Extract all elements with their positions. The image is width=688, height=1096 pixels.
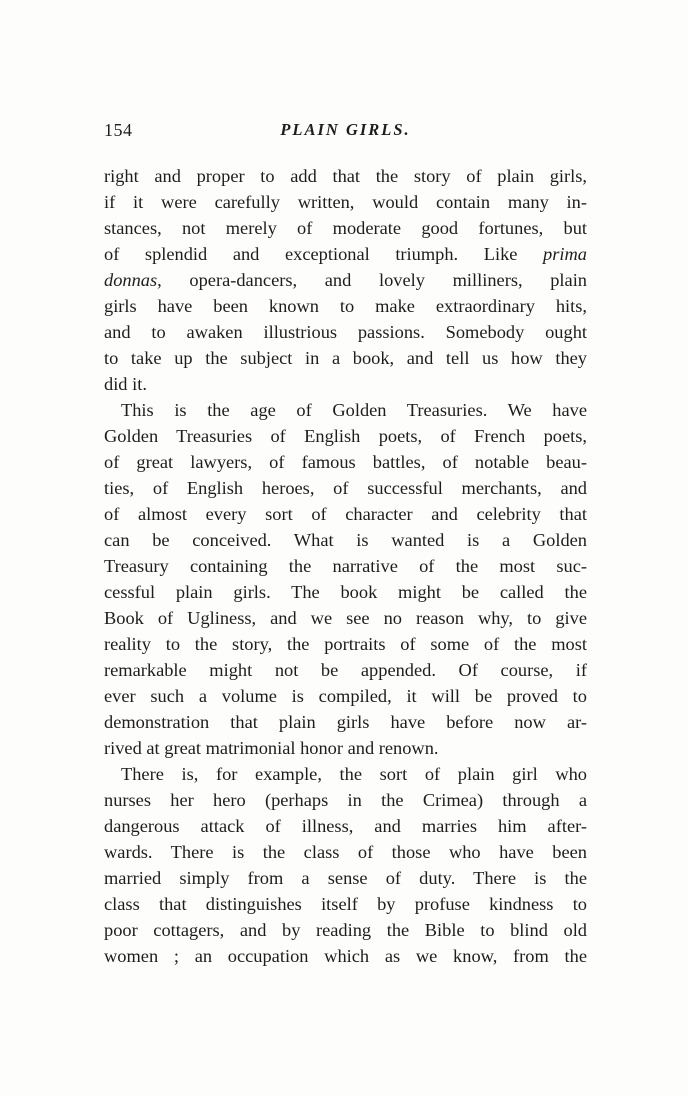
italic-text-segment: prima — [543, 244, 587, 264]
text-line — [104, 189, 587, 215]
text-line — [104, 215, 587, 241]
text-segment: poor cottagers, and by reading the Bible to blind old — [104, 920, 587, 940]
text-line — [104, 917, 587, 943]
text-line — [104, 891, 587, 917]
text-segment: rived at great matrimonial honor and renown. — [104, 738, 439, 758]
running-header-title: PLAIN GIRLS. — [280, 120, 411, 139]
text-segment: remarkable might not be appended. Of course, if — [104, 660, 587, 680]
page-header — [104, 118, 587, 142]
text-segment: wards. There is the class of those who have been — [104, 842, 587, 862]
text-segment: reality to the story, the portraits of some of the most — [104, 634, 587, 654]
text-line — [104, 267, 587, 293]
text-line — [104, 553, 587, 579]
text-segment: There is, for example, the sort of plain girl who — [121, 764, 587, 784]
text-line — [104, 605, 587, 631]
text-segment: right and proper to add that the story of plain girls, — [104, 166, 587, 186]
italic-text-segment: donnas, — [104, 270, 162, 290]
text-segment: of splendid and exceptional triumph. Like — [104, 244, 544, 264]
text-segment: ever such a volume is compiled, it will be proved to — [104, 686, 587, 706]
text-line — [104, 631, 587, 657]
text-line — [104, 579, 587, 605]
text-line — [104, 527, 587, 553]
text-line — [104, 397, 587, 423]
text-line — [104, 761, 587, 787]
text-line — [104, 501, 587, 527]
text-line — [104, 371, 587, 397]
text-segment: of great lawyers, of famous battles, of notable beau- — [104, 452, 587, 472]
text-line — [104, 709, 587, 735]
text-segment: to take up the subject in a book, and tell us how they — [104, 348, 587, 368]
text-line — [104, 241, 587, 267]
page-number: 154 — [104, 120, 133, 140]
text-segment: dangerous attack of illness, and marries him after- — [104, 816, 587, 836]
text-line — [104, 813, 587, 839]
text-line — [104, 839, 587, 865]
text-line — [104, 735, 587, 761]
paragraph — [104, 163, 587, 397]
text-segment: Treasury containing the narrative of the most suc- — [104, 556, 587, 576]
text-segment: if it were carefully written, would contain many in- — [104, 192, 587, 212]
text-segment: stances, not merely of moderate good fortunes, but — [104, 218, 587, 238]
text-line — [104, 787, 587, 813]
text-segment: married simply from a sense of duty. There is the — [104, 868, 587, 888]
text-segment: can be conceived. What is wanted is a Golden — [104, 530, 587, 550]
text-segment: of almost every sort of character and celebrity that — [104, 504, 587, 524]
text-line — [104, 163, 587, 189]
text-segment: This is the age of Golden Treasuries. We have — [121, 400, 587, 420]
paragraph — [104, 397, 587, 761]
text-line — [104, 475, 587, 501]
text-line — [104, 293, 587, 319]
text-line — [104, 345, 587, 371]
text-line — [104, 683, 587, 709]
text-segment: women ; an occupation which as we know, from the — [104, 946, 587, 966]
text-line — [104, 865, 587, 891]
text-segment: Golden Treasuries of English poets, of French poets, — [104, 426, 587, 446]
text-segment: girls have been known to make extraordinary hits, — [104, 296, 587, 316]
text-segment: did it. — [104, 374, 147, 394]
text-segment: ties, of English heroes, of successful merchants, and — [104, 478, 587, 498]
text-segment: and to awaken illustrious passions. Somebody ought — [104, 322, 587, 342]
text-line — [104, 449, 587, 475]
text-segment: Book of Ugliness, and we see no reason why, to give — [104, 608, 587, 628]
paragraph — [104, 761, 587, 969]
text-line — [104, 423, 587, 449]
text-line — [104, 657, 587, 683]
text-segment: class that distinguishes itself by profuse kindness to — [104, 894, 587, 914]
text-line — [104, 319, 587, 345]
text-segment: nurses her hero (perhaps in the Crimea) through a — [104, 790, 587, 810]
page-body — [104, 163, 587, 969]
text-segment: demonstration that plain girls have before now ar- — [104, 712, 587, 732]
text-segment: opera-dancers, and lovely milliners, plain — [161, 270, 587, 290]
text-segment: cessful plain girls. The book might be called the — [104, 582, 587, 602]
page-content — [104, 118, 587, 969]
text-line — [104, 943, 587, 969]
